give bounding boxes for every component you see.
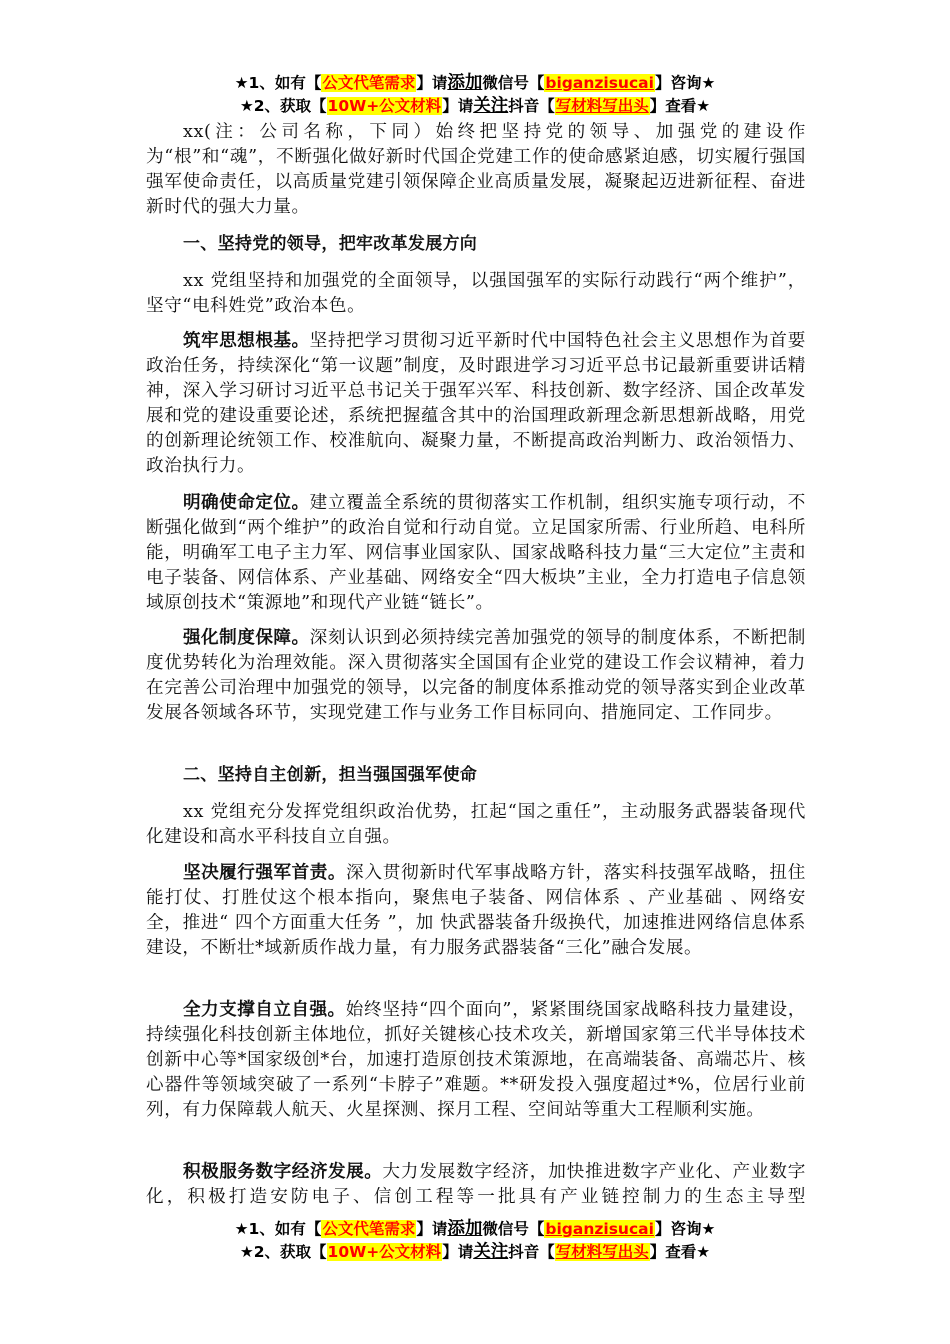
douyin-account-link[interactable]: 写材料写出头 xyxy=(555,97,649,115)
promo-text: 】查看★ xyxy=(649,97,711,115)
paragraph-item xyxy=(146,998,806,1123)
promo-text: ★2、获取【 xyxy=(239,1243,327,1261)
wechat-id-link[interactable]: biganzisucai xyxy=(545,74,654,92)
promo-highlight: 10W+公文材料 xyxy=(327,1243,442,1261)
paragraph-lead: 坚决履行强军首责。 xyxy=(182,863,346,883)
paragraph-text: 坚持把学习贯彻习近平新时代中国特色社会主义思想作为首要政治任务，持续深化“第一议题”制度，及时跟进学习习近平总书记最新重要讲话精神，深入学习研讨习近平总书记关于强军兴军、科技创新、数字经济、国企改革发展和党的建设重要论述，系统把握蕴含其中的治国理政新理念新思想新战略，用党的创新理论统领工作、校准航向、凝聚力量，不断提高政治判断力、政治领悟力、政治执行力。 xyxy=(146,331,807,476)
promo-highlight: 公文代笔需求 xyxy=(322,74,416,92)
paragraph-item xyxy=(146,491,806,616)
section-2-heading: 二、坚持自主创新，担当强国强军使命 xyxy=(183,765,478,785)
paragraph-lead: 明确使命定位。 xyxy=(182,493,310,513)
section-1-heading: 一、坚持党的领导，把牢改革发展方向 xyxy=(183,234,478,254)
paragraph-item xyxy=(146,1160,806,1210)
promo-text: 】咨询★ xyxy=(654,1220,716,1238)
promo-footer-line-2 xyxy=(0,1241,950,1264)
douyin-account-link[interactable]: 写材料写出头 xyxy=(555,1243,649,1261)
paragraph-lead: 全力支撑自立自强。 xyxy=(182,1000,346,1020)
wechat-id-link[interactable]: biganzisucai xyxy=(545,1220,654,1238)
paragraph-text: 深刻认识到必须持续完善加强党的领导的制度体系，不断把制度优势转化为治理效能。深入贯彻落实全国国有企业党的建设工作会议精神，着力在完善公司治理中加强党的领导，以完备的制度体系推动党的领导落实到企业改革发展各领域各环节，实现党建工作与业务工作目标同向、措施同定、工作同步。 xyxy=(146,628,807,723)
promo-text: ★1、如有【 xyxy=(234,74,322,92)
promo-header-line-1 xyxy=(0,72,950,95)
promo-underlined-text: 添加 xyxy=(447,1219,483,1239)
promo-text: 】请 xyxy=(416,74,448,92)
paragraph-item xyxy=(146,626,806,726)
promo-text: 】请 xyxy=(416,1220,448,1238)
promo-text: 】咨询★ xyxy=(654,74,716,92)
paragraph-text: 大力发展数字经济，加快推进数字产业化、产业数字化，积极打造安防电子、信创工程等一批具有产业链控制力的生态主导型 xyxy=(146,1162,806,1207)
promo-underlined-text: 关注 xyxy=(473,1242,509,1262)
paragraph-text: 始终坚持“四个面向”，紧紧围绕国家战略科技力量建设，持续强化科技创新主体地位，抓好关键核心技术攻关，新增国家第三代半导体技术创新中心等*国家级创*台，加速打造原创技术策源地，在高端装备、高端芯片、核心器件等领域突破了一系列“卡脖子”难题。**研发投入强度超过*%，位居行业前列，有力保障载人航天、火星探测、探月工程、空间站等重大工程顺利实施。 xyxy=(146,1000,807,1120)
promo-text: ★2、获取【 xyxy=(239,97,327,115)
paragraph-item xyxy=(146,861,806,961)
promo-highlight: 公文代笔需求 xyxy=(322,1220,416,1238)
promo-text: ★1、如有【 xyxy=(234,1220,322,1238)
paragraph-lead: 筑牢思想根基。 xyxy=(182,331,310,351)
promo-text: 抖音【 xyxy=(508,1243,555,1261)
section-2-intro: xx 党组充分发挥党组织政治优势，扛起“国之重任”，主动服务武器装备现代化建设和高水平科技自立自强。 xyxy=(146,802,806,847)
promo-underlined-text: 添加 xyxy=(447,73,483,93)
promo-footer-line-1 xyxy=(0,1218,950,1241)
paragraph-lead: 积极服务数字经济发展。 xyxy=(182,1162,383,1182)
paragraph-item xyxy=(146,329,806,479)
intro-paragraph: xx(注：公司名称，下同）始终把坚持党的领导、加强党的建设作为“根”和“魂”，不断强化做好新时代国企党建工作的使命感紧迫感，切实履行强国强军使命责任，以高质量党建引领保障企业高质量发展，凝聚起迈进新征程、奋进新时代的强大力量。 xyxy=(146,122,806,217)
promo-text: 】请 xyxy=(442,1243,474,1261)
section-1-intro: xx 党组坚持和加强党的全面领导，以强国强军的实际行动践行“两个维护”，坚守“电科姓党”政治本色。 xyxy=(146,271,806,316)
promo-text: 抖音【 xyxy=(508,97,555,115)
promo-text: 微信号【 xyxy=(482,74,545,92)
promo-text: 微信号【 xyxy=(482,1220,545,1238)
promo-header-line-2 xyxy=(0,95,950,118)
promo-underlined-text: 关注 xyxy=(473,96,509,116)
paragraph-lead: 强化制度保障。 xyxy=(182,628,310,648)
promo-highlight: 10W+公文材料 xyxy=(327,97,442,115)
promo-text: 】请 xyxy=(442,97,474,115)
promo-text: 】查看★ xyxy=(649,1243,711,1261)
paragraph-text: 建立覆盖全系统的贯彻落实工作机制，组织实施专项行动，不断强化做到“两个维护”的政治自觉和行动自觉。立足国家所需、行业所趋、电科所能，明确军工电子主力军、网信事业国家队、国家战略科技力量“三大定位”主责和电子装备、网信体系、产业基础、网络安全“四大板块”主业，全力打造电子信息领域原创技术“策源地”和现代产业链“链长”。 xyxy=(146,493,807,613)
paragraph-text: 深入贯彻新时代军事战略方针，落实科技强军战略，扭住能打仗、打胜仗这个根本指向，聚焦电子装备、网信体系 、产业基础 、网络安全，推进“ 四个方面重大任务 ”，加 快武器装备升级换代，加速推进网络信息体系建设，不断壮*域新质作战力量，有力服务武器装备“三化”融合发展。 xyxy=(146,863,806,958)
